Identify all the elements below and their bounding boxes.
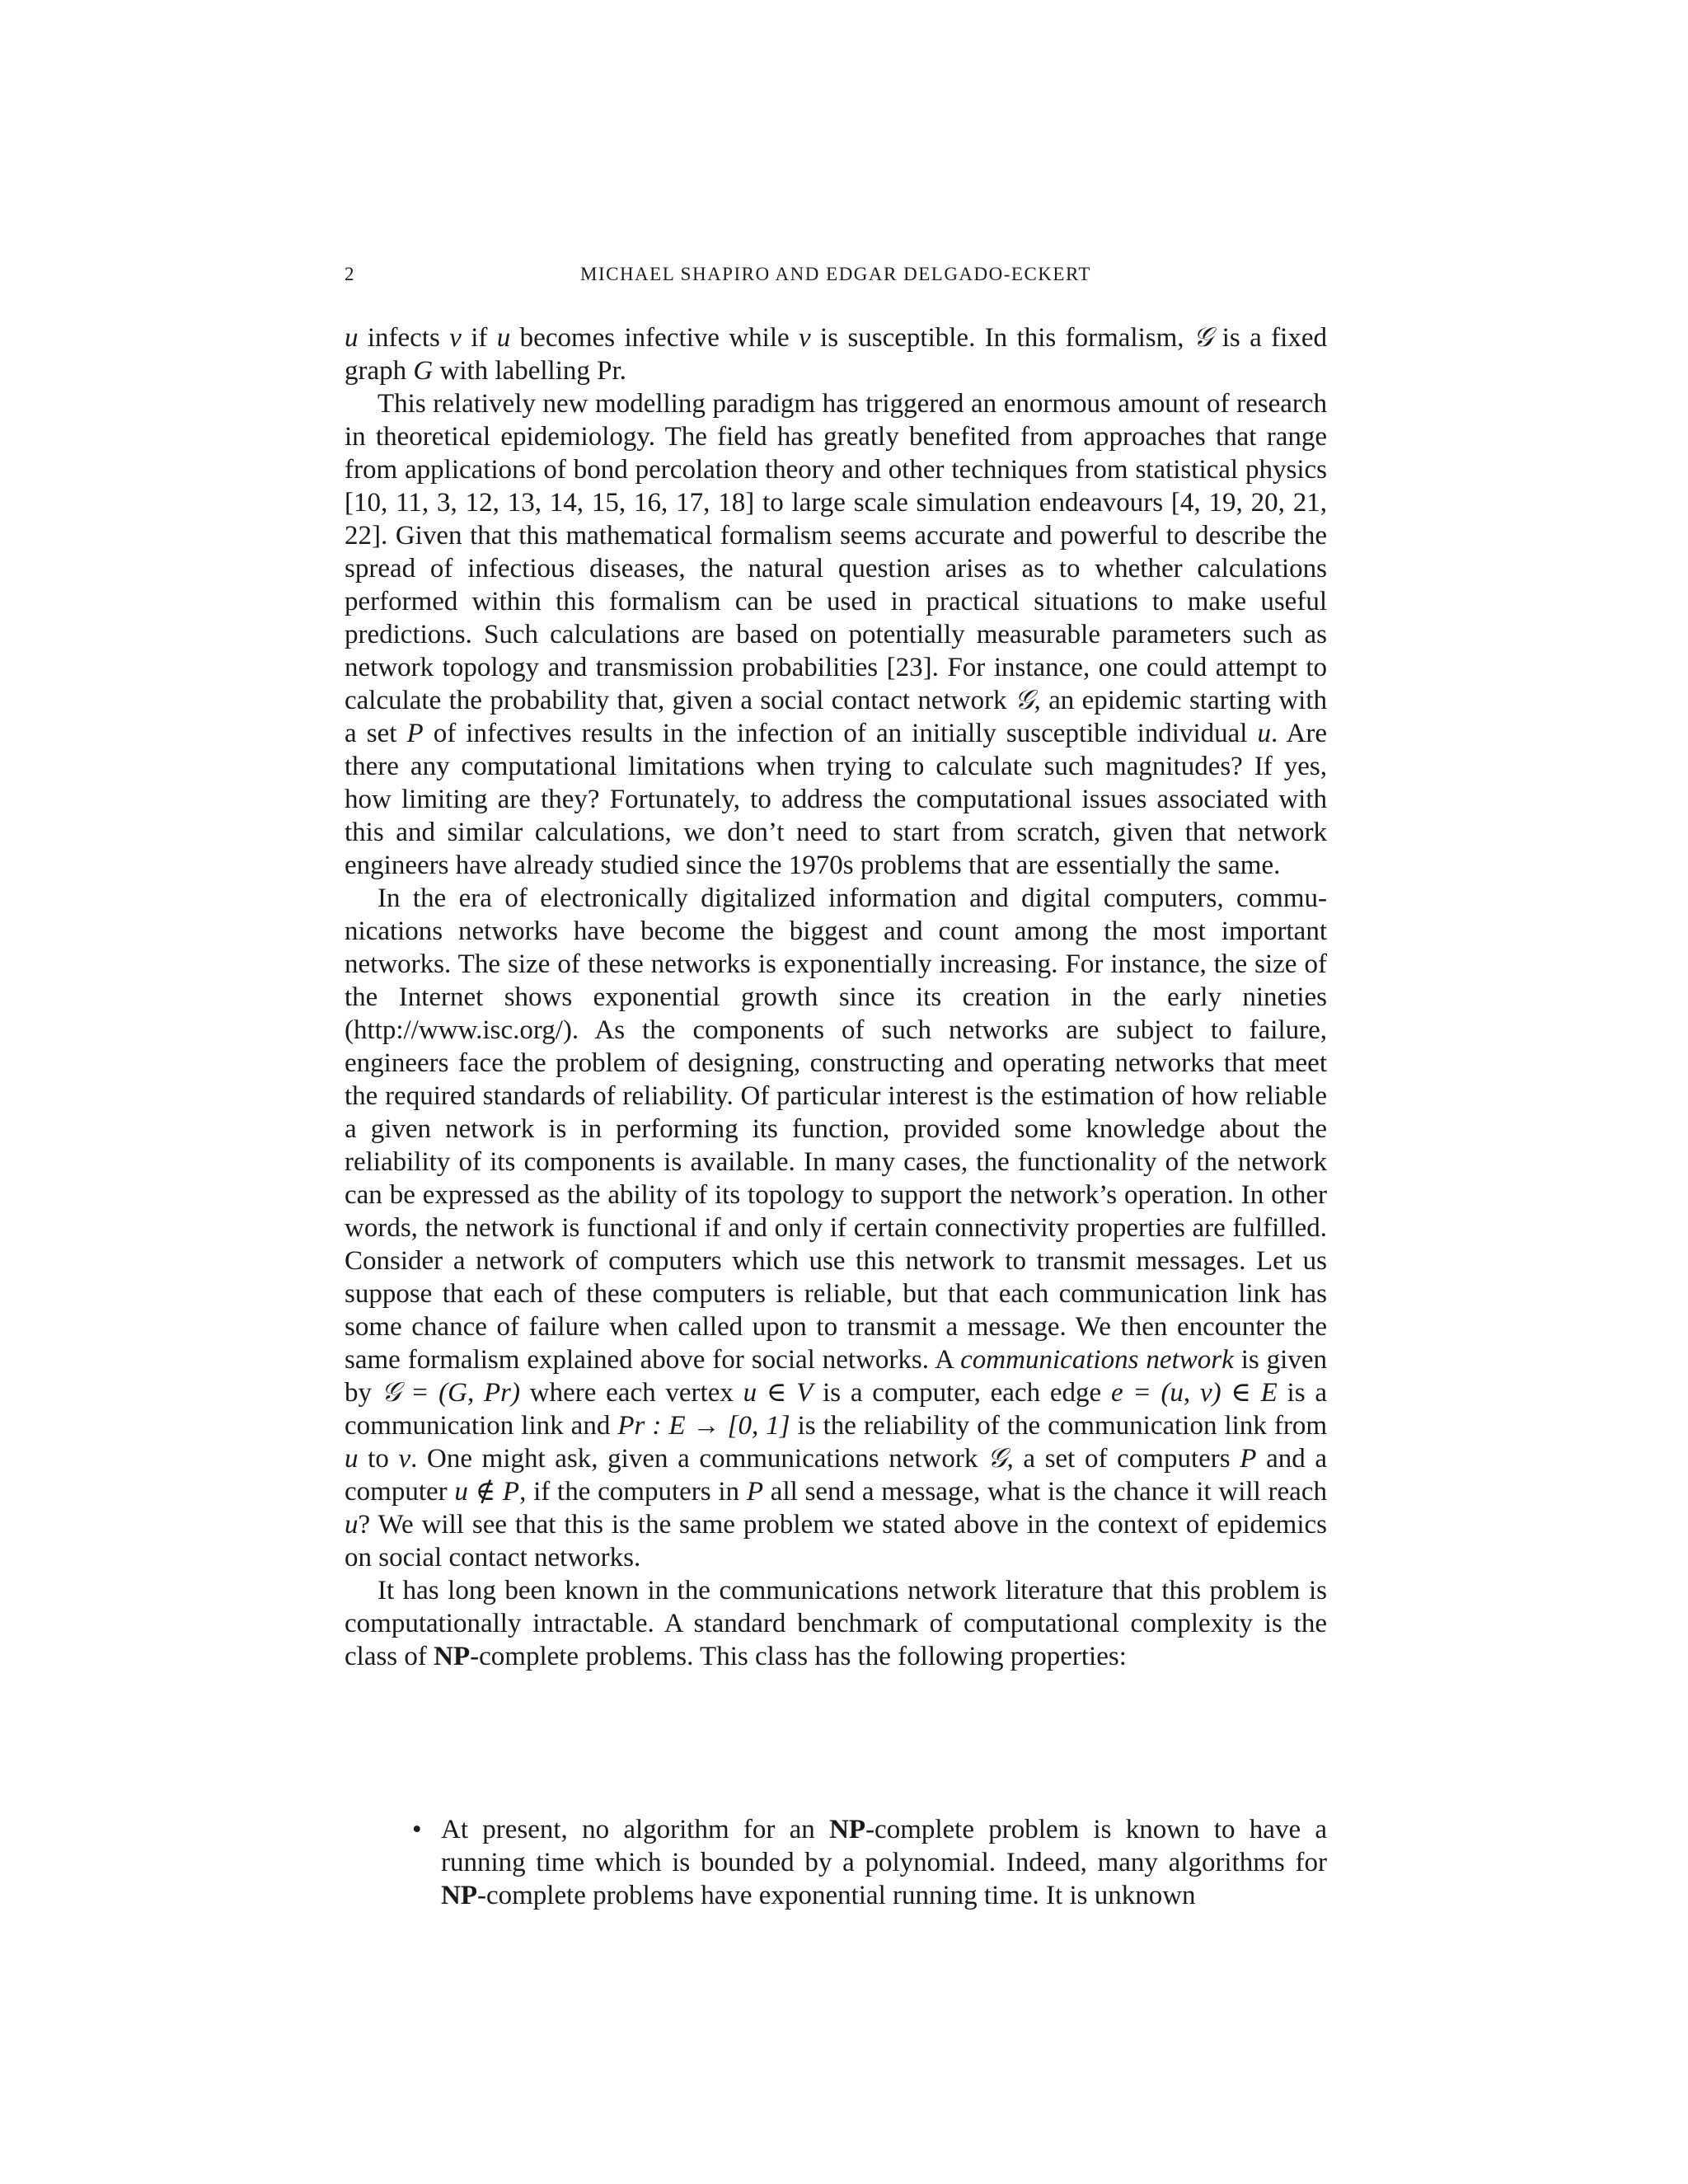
math-var: G [413, 356, 434, 386]
emphasis: communications network [960, 1345, 1234, 1375]
text-span: is a communication link and [345, 1378, 1327, 1441]
math-var: P [746, 1477, 764, 1507]
math-var: P [1240, 1444, 1257, 1474]
math-var: 𝒢 [987, 1444, 1007, 1474]
text-span: It has long been known in the communications network literature that this problem is computationally intractable. A standard benchmark of computational complexity is the class of [345, 1576, 1327, 1671]
math-var: v [398, 1444, 411, 1474]
math-var: 𝒢 [1014, 686, 1034, 715]
text-span: -complete problems. This class has the following properties: [470, 1642, 1127, 1671]
running-head: MICHAEL SHAPIRO AND EDGAR DELGADO-ECKERT [580, 264, 1091, 284]
math-var: v [799, 323, 811, 353]
paragraph-4 [345, 1574, 1327, 1673]
page-number: 2 [345, 264, 354, 284]
main-text [345, 321, 1327, 1673]
text-span: of infectives results in the infection of an initially susceptible individual [423, 719, 1258, 748]
math-var: 𝒢 [1193, 323, 1213, 353]
text-span: is a computer, each edge [813, 1378, 1111, 1408]
text-span: -complete problem is known to have a running time which is bounded by a polynomial. Indeed, many algorithms for [441, 1815, 1327, 1877]
text-span: and a computer [345, 1444, 1328, 1507]
text-span: infects [358, 323, 450, 353]
bold-term: NP [441, 1881, 477, 1910]
text-span: This relatively new modelling paradigm has triggered an enormous amount of research in theoretical epidemiology. The field has greatly benefited from approaches that range from applications of bond percolation theory and other techniques from statistical physics [10, 11, 3, 12, 13, 14, 15, 16, 17, 18] to large scale simulation endeavours [4, 19, 20, 21, 22]. Given that this mathematical formalism seems accurate and powerful to describe the spread of infectious diseases, the natural question arises as to whether calculations performed within this formalism can be used in practical situations to make useful predictions. Such calculations are based on potentially measurable parameters such as network topology and transmission probabilities [23]. For instance, one could attempt to calculate the probability that, given a social contact network [345, 389, 1327, 715]
text-span: all send a message, what is the chance it will reach [763, 1477, 1327, 1507]
text-span: is susceptible. In this formalism, [810, 323, 1193, 353]
math-expression: Pr : E → [0, 1] [617, 1411, 790, 1441]
text-span: . One might ask, given a communications network [410, 1444, 987, 1474]
list-item [412, 1813, 1327, 1912]
math-var: P [406, 719, 424, 748]
math-expression: u ∈ V [743, 1378, 814, 1408]
text-span: if [461, 323, 497, 353]
text-span: -complete problems have exponential running time. It is unknown [477, 1881, 1196, 1910]
math-var: v [449, 323, 462, 353]
text-span: , a set of computers [1006, 1444, 1240, 1474]
text-span: ? We will see that this is the same problem we stated above in the context of epidemics on social contact networks. [345, 1510, 1327, 1572]
text-span: where each vertex [519, 1378, 743, 1408]
text-span: In the era of electronically digitalized information and digital computers, communications networks have become the biggest and count among the most important networks. The size of these networks is exponentially increasing. For instance, the size of the Internet shows exponential growth since its creation in the early nineties (http://www.isc.org/). As the components of such networks are subject to failure, engineers face the problem of designing, constructing and operating networks that meet the required standards of reliability. Of particular interest is the estimation of how reliable a given network is in performing its function, provided some knowledge about the reliability of its components is available. In many cases, the functionality of the network can be expressed as the ability of its topology to support the network’s operation. In other words, the network is functional if and only if certain connectivity properties are fulfilled. Consider a network of computers which use this network to transmit messages. Let us suppose that each of these computers is reliable, but that each communication link has some chance of failure when called upon to transmit a message. We then encounter the same formalism explained above for social networks. A [345, 883, 1327, 1375]
paragraph-3 [345, 882, 1327, 1574]
bold-term: NP [434, 1642, 471, 1671]
paragraph-1 [345, 321, 1327, 387]
math-expression: e = (u, v) ∈ E [1110, 1378, 1278, 1408]
text-span: with labelling Pr. [433, 356, 626, 386]
text-span: is given by [345, 1345, 1327, 1408]
paragraph-2 [345, 387, 1327, 882]
text-span: At present, no algorithm for an [441, 1815, 830, 1844]
math-var: u [496, 323, 511, 353]
math-expression: 𝒢 = (G, Pr) [381, 1378, 520, 1408]
text-span: to [358, 1444, 399, 1474]
text-span: , if the computers in [519, 1477, 747, 1507]
text-span: is the reliability of the communication link from [790, 1411, 1327, 1441]
text-span: , an epidemic starting with a set [345, 686, 1328, 748]
text-span: is a fixed graph [345, 323, 1327, 386]
math-var: u [345, 323, 359, 353]
math-var: u [345, 1510, 359, 1540]
bold-term: NP [829, 1815, 866, 1844]
math-expression: u ∉ P [454, 1477, 520, 1507]
bullet-icon: • [412, 1815, 422, 1844]
bullet-list [412, 1813, 1327, 1912]
math-var: u [345, 1444, 359, 1474]
math-var: u [1257, 719, 1272, 748]
text-span: becomes infective while [510, 323, 799, 353]
text-span: . Are there any computational limitations when trying to calculate such magnitudes? If yes, how limiting are they? Fortunately, to address the computational issues associated with this and similar calculations, we don’t need to start from scratch, given that network engineers have already studied since the 1970s problems that are essentially the same. [345, 719, 1327, 880]
